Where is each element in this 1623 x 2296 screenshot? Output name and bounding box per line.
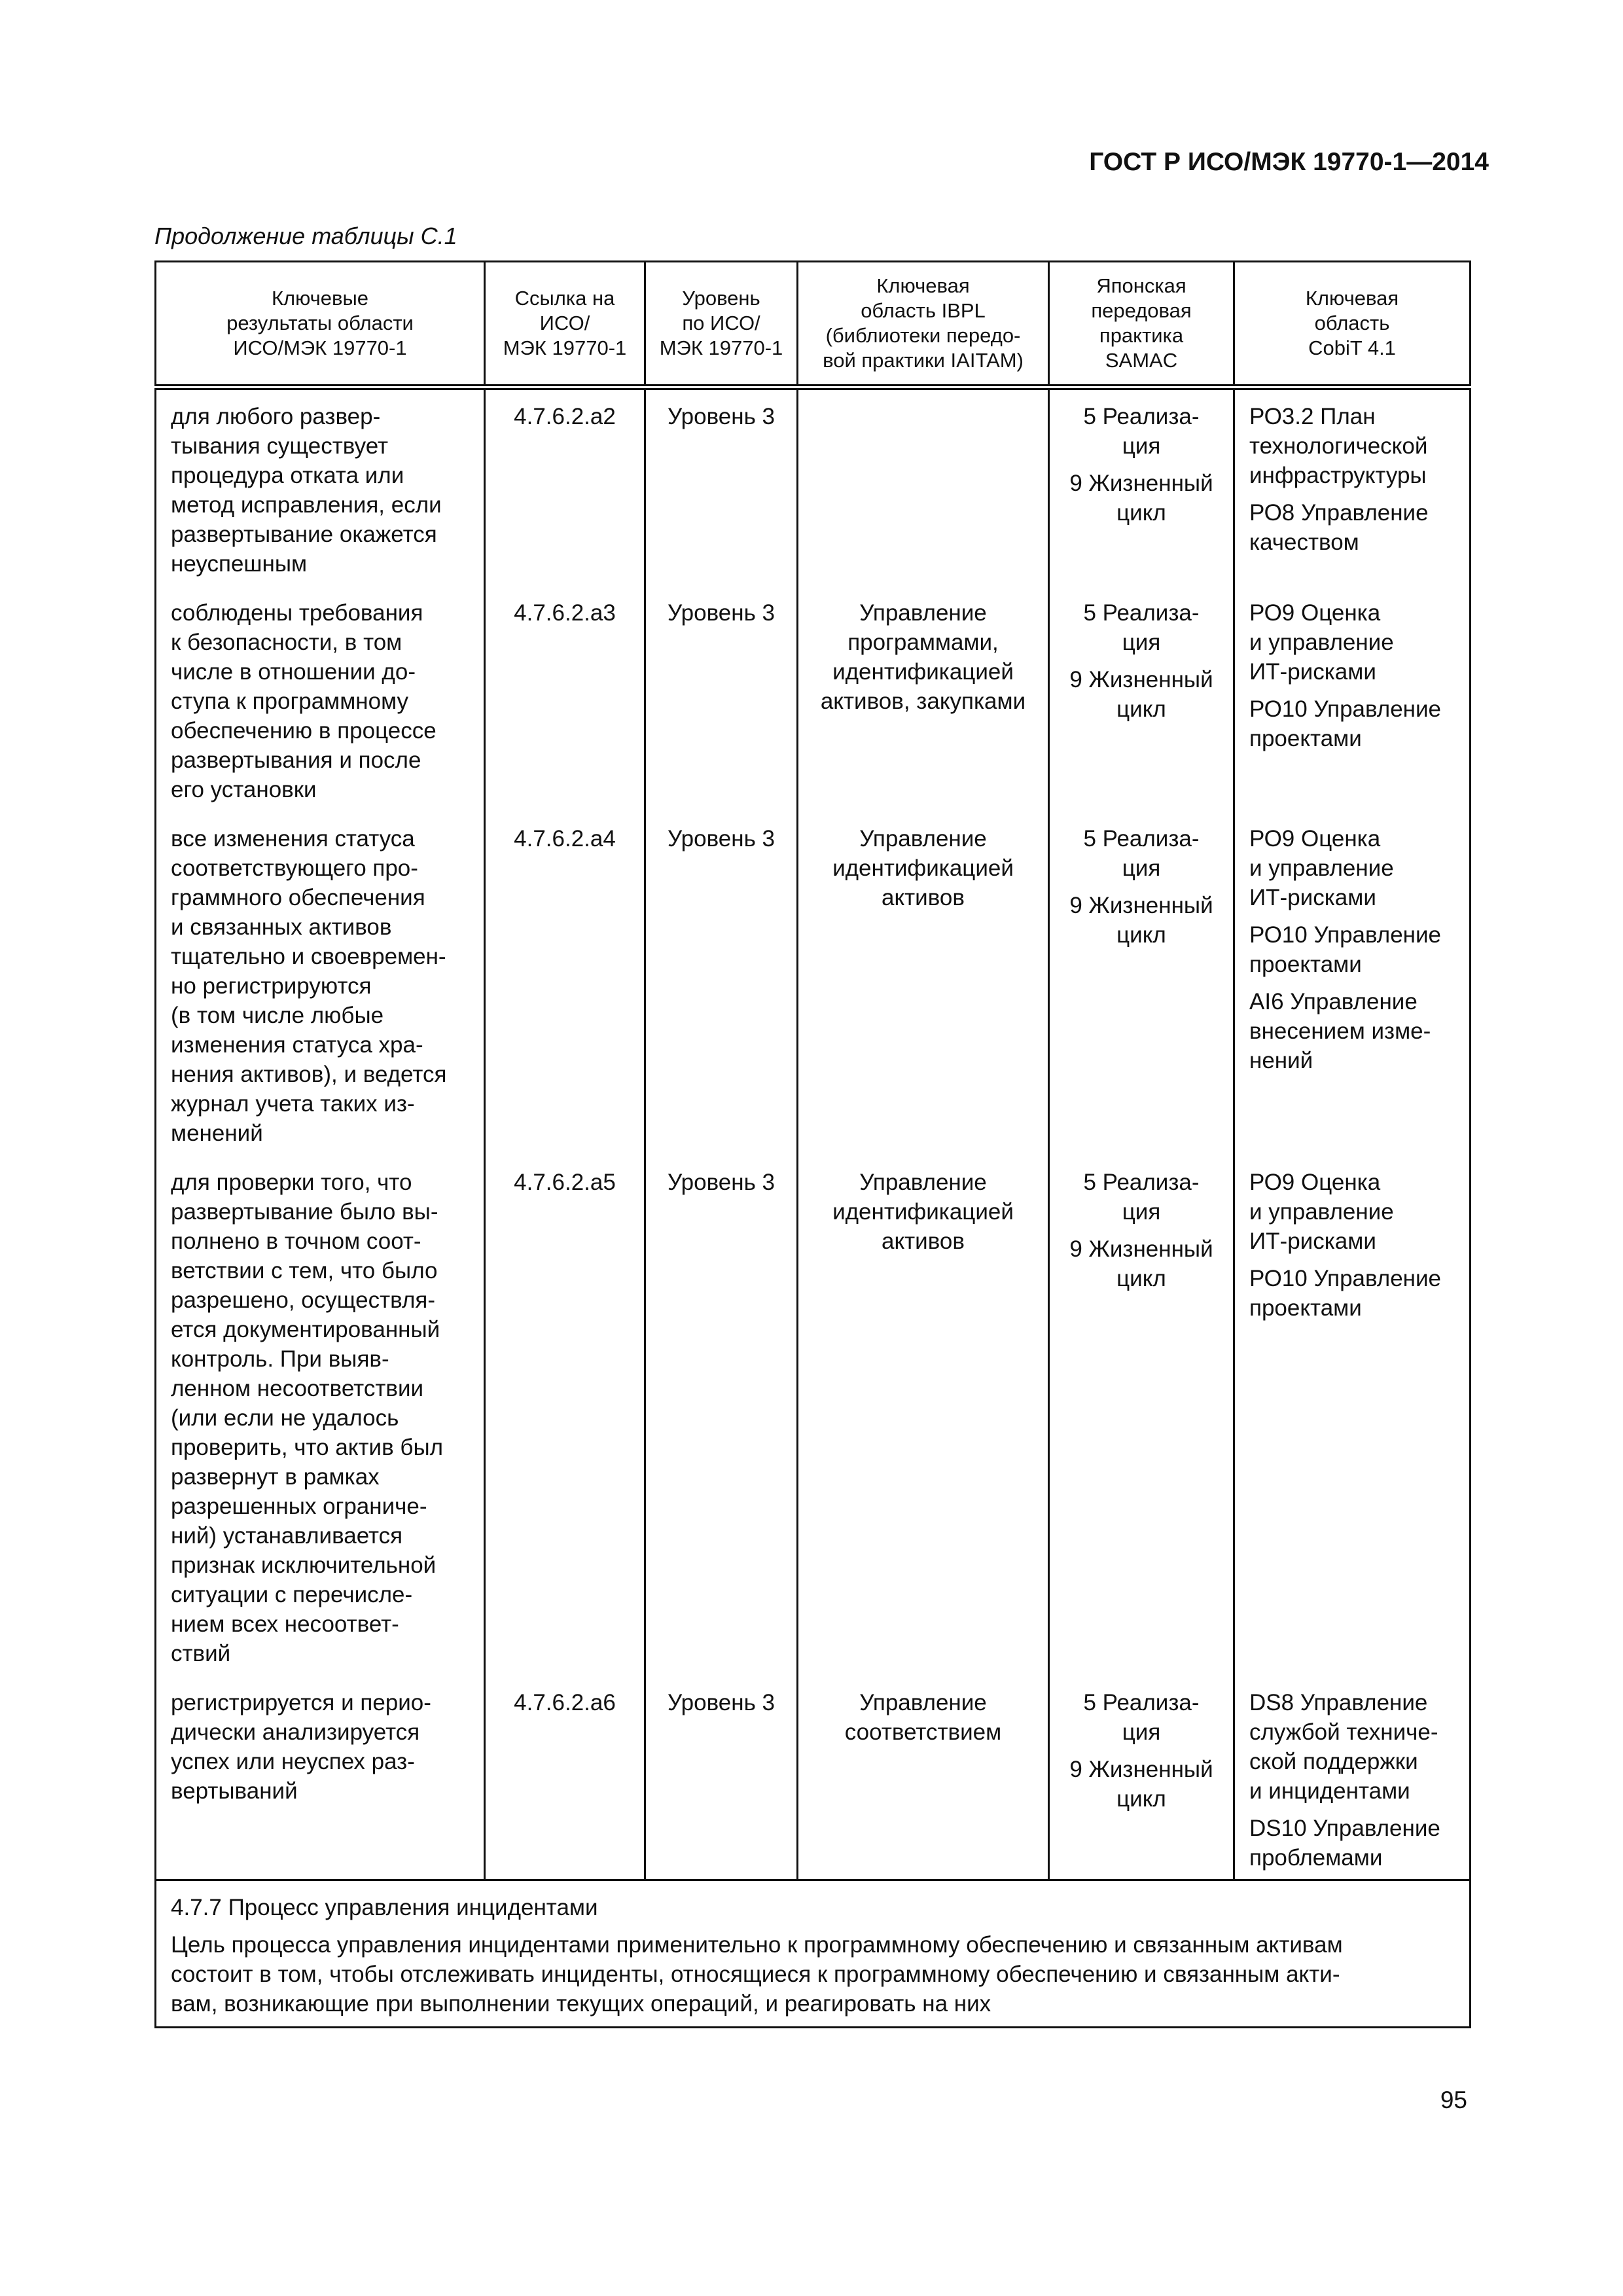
process-description-cell — [156, 1880, 1471, 2028]
result-line: неуспешным — [171, 551, 308, 577]
result-line: ется документированный — [171, 1317, 440, 1342]
samac-item — [1050, 1688, 1233, 1747]
ibpl-line: Управление — [859, 826, 987, 852]
cobit-line: проектами — [1249, 726, 1362, 751]
ibpl-line: Управление — [859, 1690, 987, 1715]
cobit-line: РО9 Оценка — [1249, 826, 1381, 852]
result-line: проверить, что актив был — [171, 1435, 444, 1460]
ibpl-line: соответствием — [844, 1719, 1002, 1745]
samac-line: 9 Жизненный — [1069, 1757, 1213, 1782]
table-caption: Продолжение таблицы С.1 — [154, 223, 457, 249]
samac-line: 5 Реализа- — [1083, 600, 1200, 626]
samac-line: цикл — [1116, 1266, 1166, 1291]
result-line: соблюдены требования — [171, 600, 423, 626]
cobit-line: технологической — [1249, 433, 1428, 459]
cobit-line: и управление — [1249, 1199, 1394, 1225]
cobit-line: проблемами — [1249, 1845, 1383, 1871]
samac-line: 5 Реализа- — [1083, 1170, 1200, 1195]
samac-line: 9 Жизненный — [1069, 471, 1213, 496]
column-header-line: Ключевая — [876, 274, 970, 297]
samac-cell — [1049, 824, 1234, 1168]
cobit-line: ской поддержки — [1249, 1749, 1418, 1774]
process-description-line: состоит в том, чтобы отслеживать инциденты, относящиеся к программному обеспечению и связанным акти- — [171, 1962, 1340, 1987]
cobit-line: РО3.2 План — [1249, 404, 1376, 429]
ibpl-cell — [798, 1688, 1049, 1880]
cobit-line: РО10 Управление — [1249, 922, 1442, 948]
column-header-line: МЭК 19770-1 — [659, 336, 783, 359]
column-header — [1049, 262, 1234, 387]
cobit-item — [1249, 1264, 1463, 1323]
reference-cell: 4.7.6.2.а6 — [485, 1688, 645, 1880]
table-header-row — [156, 262, 1471, 387]
result-line: менений — [171, 1121, 263, 1146]
result-line: журнал учета таких из- — [171, 1091, 415, 1117]
result-line: (или если не удалось — [171, 1405, 399, 1431]
column-header-line: Ключевая — [1305, 287, 1399, 310]
samac-line: цикл — [1116, 500, 1166, 526]
samac-cell — [1049, 1688, 1234, 1880]
result-line: все изменения статуса — [171, 826, 415, 852]
samac-line: ция — [1122, 433, 1161, 459]
result-line: полнено в точном соот- — [171, 1229, 421, 1254]
cobit-line: ИТ-рисками — [1249, 659, 1376, 685]
samac-line: 9 Жизненный — [1069, 667, 1213, 692]
ibpl-line: программами, — [847, 630, 999, 655]
cobit-line: нений — [1249, 1048, 1313, 1073]
samac-item — [1050, 402, 1233, 461]
column-header-line: передовая — [1091, 299, 1192, 322]
column-header-line: по ИСО/ — [682, 312, 760, 334]
table-row — [156, 1688, 1471, 1880]
samac-line: 9 Жизненный — [1069, 893, 1213, 918]
column-header-line: область IBPL — [861, 299, 986, 322]
reference-cell: 4.7.6.2.а2 — [485, 387, 645, 599]
column-header-line: Ссылка на — [514, 287, 615, 310]
result-line: для любого развер- — [171, 404, 381, 429]
ibpl-line: активов, закупками — [820, 689, 1026, 714]
result-line: развертывание окажется — [171, 522, 437, 547]
samac-line: 5 Реализа- — [1083, 1690, 1200, 1715]
cobit-line: РО8 Управление — [1249, 500, 1429, 526]
cobit-item — [1249, 694, 1463, 753]
ibpl-line: активов — [881, 1229, 965, 1254]
column-header-line: ИСО/МЭК 19770-1 — [233, 336, 407, 359]
reference-cell: 4.7.6.2.а3 — [485, 598, 645, 824]
result-line: ступа к программному — [171, 689, 409, 714]
column-header-line: МЭК 19770-1 — [503, 336, 627, 359]
result-line: вертываний — [171, 1778, 298, 1804]
samac-line: 9 Жизненный — [1069, 1236, 1213, 1262]
ibpl-line: идентификацией — [832, 1199, 1014, 1225]
cobit-line: качеством — [1249, 529, 1359, 555]
result-line: разрешено, осуществля- — [171, 1287, 435, 1313]
result-line: процедура отката или — [171, 463, 404, 488]
level-cell: Уровень 3 — [645, 1688, 798, 1880]
result-line: регистрируется и перио- — [171, 1690, 431, 1715]
cobit-item — [1249, 824, 1463, 912]
cobit-line: РО10 Управление — [1249, 1266, 1442, 1291]
ibpl-line: идентификацией — [832, 855, 1014, 881]
column-header-line: результаты области — [226, 312, 414, 334]
cobit-line: проектами — [1249, 1295, 1362, 1321]
result-line: нием всех несоответ- — [171, 1611, 399, 1637]
table-footer-row — [156, 1880, 1471, 2028]
cobit-line: и инцидентами — [1249, 1778, 1410, 1804]
cobit-item — [1249, 987, 1463, 1075]
cobit-cell — [1234, 387, 1471, 599]
cobit-line: внесением изме- — [1249, 1018, 1431, 1044]
column-header-line: CobiT 4.1 — [1308, 336, 1396, 359]
process-description-line: вам, возникающие при выполнении текущих операций, и реагировать на них — [171, 1991, 991, 2017]
requirements-table-container — [154, 260, 1469, 2028]
level-cell: Уровень 3 — [645, 387, 798, 599]
result-line: ветствии с тем, что было — [171, 1258, 438, 1283]
result-line: граммного обеспечения — [171, 885, 425, 910]
requirements-table — [154, 260, 1471, 2028]
samac-line: 5 Реализа- — [1083, 404, 1200, 429]
samac-line: ция — [1122, 1719, 1161, 1745]
cobit-item — [1249, 598, 1463, 687]
samac-item — [1050, 1234, 1233, 1293]
column-header-line: (библиотеки передо- — [825, 324, 1021, 347]
samac-line: ция — [1122, 1199, 1161, 1225]
reference-cell: 4.7.6.2.а5 — [485, 1168, 645, 1688]
table-row — [156, 1168, 1471, 1688]
column-header — [798, 262, 1049, 387]
cobit-item — [1249, 1168, 1463, 1256]
process-description-line: Цель процесса управления инцидентами применительно к программному обеспечению и связанным активам — [171, 1932, 1343, 1958]
samac-item — [1050, 665, 1233, 724]
cobit-line: и управление — [1249, 630, 1394, 655]
column-header-line: Ключевые — [271, 287, 369, 310]
samac-item — [1050, 1755, 1233, 1814]
level-cell: Уровень 3 — [645, 598, 798, 824]
cobit-item — [1249, 402, 1463, 490]
column-header-line: Японская — [1096, 274, 1186, 297]
result-line: развернут в рамках — [171, 1464, 380, 1490]
cobit-line: службой техниче- — [1249, 1719, 1438, 1745]
result-line: ситуации с перечисле- — [171, 1582, 413, 1607]
result-line: обеспечению в процессе — [171, 718, 437, 744]
result-line: тщательно и своевремен- — [171, 944, 446, 969]
ibpl-line: Управление — [859, 1170, 987, 1195]
samac-cell — [1049, 1168, 1234, 1688]
result-line: дически анализируется — [171, 1719, 420, 1745]
column-header-line: SAMAC — [1105, 349, 1178, 372]
ibpl-line: Управление — [859, 600, 987, 626]
ibpl-line: идентификацией — [832, 659, 1014, 685]
result-cell — [156, 1688, 485, 1880]
result-line: соответствующего про- — [171, 855, 418, 881]
column-header — [645, 262, 798, 387]
samac-line: ция — [1122, 855, 1161, 881]
samac-line: цикл — [1116, 696, 1166, 722]
column-header-line: Уровень — [682, 287, 760, 310]
ibpl-cell — [798, 598, 1049, 824]
level-cell: Уровень 3 — [645, 1168, 798, 1688]
samac-item — [1050, 1168, 1233, 1227]
result-line: развертывания и после — [171, 747, 421, 773]
result-line: успех или неуспех раз- — [171, 1749, 415, 1774]
result-line: тывания существует — [171, 433, 389, 459]
cobit-line: DS8 Управление — [1249, 1690, 1428, 1715]
samac-item — [1050, 598, 1233, 657]
result-line: развертывание было вы- — [171, 1199, 438, 1225]
result-line: (в том числе любые — [171, 1003, 384, 1028]
result-line: контроль. При выяв- — [171, 1346, 389, 1372]
cobit-line: ИТ-рисками — [1249, 1229, 1376, 1254]
samac-cell — [1049, 598, 1234, 824]
samac-line: цикл — [1116, 922, 1166, 948]
result-cell — [156, 387, 485, 599]
result-cell — [156, 598, 485, 824]
cobit-item — [1249, 1688, 1463, 1806]
column-header — [156, 262, 485, 387]
result-line: и связанных активов — [171, 914, 392, 940]
result-line: для проверки того, что — [171, 1170, 412, 1195]
document-standard-header: ГОСТ Р ИСО/МЭК 19770-1—2014 — [1089, 148, 1489, 176]
cobit-line: AI6 Управление — [1249, 989, 1418, 1014]
result-line: разрешенных ограниче- — [171, 1494, 427, 1519]
ibpl-line: активов — [881, 885, 965, 910]
result-cell — [156, 824, 485, 1168]
cobit-line: РО9 Оценка — [1249, 600, 1381, 626]
cobit-line: DS10 Управление — [1249, 1816, 1440, 1841]
page-number: 95 — [1440, 2087, 1467, 2113]
column-header-line: практика — [1099, 324, 1184, 347]
table-body — [156, 387, 1471, 1880]
samac-cell — [1049, 387, 1234, 599]
result-line: нения активов), и ведется — [171, 1062, 447, 1087]
column-header — [1234, 262, 1471, 387]
cobit-line: проектами — [1249, 952, 1362, 977]
cobit-line: РО10 Управление — [1249, 696, 1442, 722]
result-cell — [156, 1168, 485, 1688]
result-line: числе в отношении до- — [171, 659, 416, 685]
result-line: ний) устанавливается — [171, 1523, 403, 1549]
result-line: признак исключительной — [171, 1552, 437, 1578]
ibpl-cell — [798, 387, 1049, 599]
process-title: 4.7.7 Процесс управления инцидентами — [171, 1895, 598, 1920]
cobit-line: РО9 Оценка — [1249, 1170, 1381, 1195]
result-line: изменения статуса хра- — [171, 1032, 423, 1058]
table-row — [156, 387, 1471, 599]
cobit-cell — [1234, 598, 1471, 824]
column-header-line: область — [1314, 312, 1390, 334]
samac-item — [1050, 891, 1233, 950]
level-cell: Уровень 3 — [645, 824, 798, 1168]
reference-cell: 4.7.6.2.а4 — [485, 824, 645, 1168]
result-line: ленном несоответствии — [171, 1376, 424, 1401]
ibpl-cell — [798, 1168, 1049, 1688]
column-header-line: вой практики IAITAM) — [823, 349, 1024, 372]
result-line: но регистрируются — [171, 973, 372, 999]
column-header — [485, 262, 645, 387]
process-description — [171, 1930, 1455, 2018]
cobit-line: ИТ-рисками — [1249, 885, 1376, 910]
table-row — [156, 598, 1471, 824]
result-line: к безопасности, в том — [171, 630, 402, 655]
cobit-line: и управление — [1249, 855, 1394, 881]
cobit-cell — [1234, 1168, 1471, 1688]
result-line: метод исправления, если — [171, 492, 442, 518]
cobit-item — [1249, 498, 1463, 557]
cobit-item — [1249, 1814, 1463, 1873]
cobit-item — [1249, 920, 1463, 979]
samac-line: цикл — [1116, 1786, 1166, 1812]
samac-line: 5 Реализа- — [1083, 826, 1200, 852]
result-line: ствий — [171, 1641, 231, 1666]
table-row — [156, 824, 1471, 1168]
samac-line: ция — [1122, 630, 1161, 655]
result-line: его установки — [171, 777, 317, 802]
cobit-cell — [1234, 824, 1471, 1168]
cobit-cell — [1234, 1688, 1471, 1880]
ibpl-cell — [798, 824, 1049, 1168]
samac-item — [1050, 824, 1233, 883]
samac-item — [1050, 469, 1233, 528]
cobit-line: инфраструктуры — [1249, 463, 1427, 488]
column-header-line: ИСО/ — [539, 312, 590, 334]
